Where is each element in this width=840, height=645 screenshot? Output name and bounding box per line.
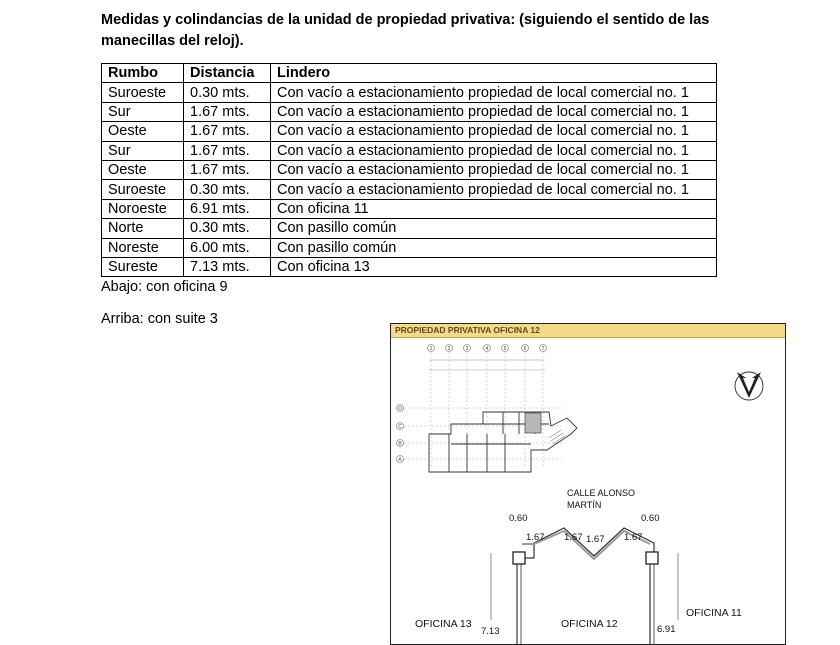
cell-distancia: 0.30 mts. bbox=[184, 219, 271, 238]
page-heading: Medidas y colindancias de la unidad de propiedad privativa: (siguiendo el sentido de las manecillas del reloj). bbox=[101, 12, 710, 49]
cell-rumbo: Sur bbox=[102, 141, 184, 160]
dim-seg3: 1.67 bbox=[586, 534, 605, 545]
cell-lindero: Con oficina 13 bbox=[271, 257, 717, 276]
cell-lindero: Con vacío a estacionamiento propiedad de local comercial no. 1 bbox=[271, 102, 717, 121]
grid-number: 6 bbox=[523, 346, 527, 352]
table-row bbox=[102, 160, 717, 179]
label-oficina-11: OFICINA 11 bbox=[686, 607, 742, 619]
cell-distancia: 0.30 mts. bbox=[184, 180, 271, 199]
grid-letter: D bbox=[398, 406, 402, 412]
table-row bbox=[102, 257, 717, 276]
dim-left-top: 0.60 bbox=[509, 513, 528, 524]
plan-title: PROPIEDAD PRIVATIVA OFICINA 12 bbox=[391, 324, 785, 338]
cell-rumbo: Oeste bbox=[102, 160, 184, 179]
cell-lindero: Con vacío a estacionamiento propiedad de local comercial no. 1 bbox=[271, 83, 717, 102]
stairs bbox=[549, 430, 565, 444]
grid-number: 4 bbox=[485, 346, 489, 352]
cell-distancia: 0.30 mts. bbox=[184, 83, 271, 102]
header-lindero: Lindero bbox=[271, 64, 717, 83]
north-arrow-icon bbox=[735, 372, 763, 400]
cell-lindero: Con vacío a estacionamiento propiedad de local comercial no. 1 bbox=[271, 160, 717, 179]
cell-distancia: 1.67 mts. bbox=[184, 122, 271, 141]
table-header-row bbox=[102, 64, 717, 83]
header-rumbo: Rumbo bbox=[102, 64, 184, 83]
cell-lindero: Con pasillo común bbox=[271, 238, 717, 257]
grid-column-marker bbox=[484, 345, 491, 353]
grid-row-marker bbox=[397, 405, 404, 413]
cell-distancia: 1.67 mts. bbox=[184, 160, 271, 179]
grid-letter: C bbox=[398, 424, 402, 430]
cell-rumbo: Noroeste bbox=[102, 199, 184, 218]
grid-column-marker bbox=[540, 345, 547, 353]
grid-letter: B bbox=[398, 441, 402, 447]
grid-number: 3 bbox=[465, 346, 469, 352]
grid-number: 1 bbox=[429, 346, 433, 352]
cell-rumbo: Noreste bbox=[102, 238, 184, 257]
above-note: Arriba: con suite 3 bbox=[101, 311, 218, 327]
table-row bbox=[102, 199, 717, 218]
cell-distancia: 6.00 mts. bbox=[184, 238, 271, 257]
dim-right-top: 0.60 bbox=[641, 513, 660, 524]
cell-lindero: Con oficina 11 bbox=[271, 199, 717, 218]
floor-plan-drawing bbox=[391, 338, 785, 645]
cell-lindero: Con vacío a estacionamiento propiedad de local comercial no. 1 bbox=[271, 141, 717, 160]
grid-column-marker bbox=[428, 345, 435, 353]
cell-rumbo: Sureste bbox=[102, 257, 184, 276]
grid-column-marker bbox=[502, 345, 509, 353]
floor-plan-figure bbox=[390, 323, 786, 645]
cell-rumbo: Suroeste bbox=[102, 83, 184, 102]
dim-seg4: 1.67 bbox=[624, 532, 643, 543]
street-label-2: MARTÍN bbox=[567, 500, 602, 510]
cell-distancia: 6.91 mts. bbox=[184, 199, 271, 218]
label-oficina-13: OFICINA 13 bbox=[415, 618, 472, 630]
table-row bbox=[102, 238, 717, 257]
grid-row-marker bbox=[397, 456, 404, 464]
grid-number: 5 bbox=[503, 346, 507, 352]
grid-row-marker bbox=[397, 423, 404, 431]
boundaries-table bbox=[101, 63, 717, 277]
table-row bbox=[102, 83, 717, 102]
below-note: Abajo: con oficina 9 bbox=[101, 279, 228, 295]
dim-seg1: 1.67 bbox=[526, 532, 545, 543]
table-row bbox=[102, 122, 717, 141]
header-distancia: Distancia bbox=[184, 64, 271, 83]
cell-lindero: Con vacío a estacionamiento propiedad de local comercial no. 1 bbox=[271, 122, 717, 141]
cell-lindero: Con vacío a estacionamiento propiedad de local comercial no. 1 bbox=[271, 180, 717, 199]
grid-column-marker bbox=[446, 345, 453, 353]
cell-rumbo: Norte bbox=[102, 219, 184, 238]
grid-number: 2 bbox=[447, 346, 451, 352]
dim-seg2: 1.67 bbox=[564, 532, 583, 543]
cell-distancia: 1.67 mts. bbox=[184, 102, 271, 121]
cell-distancia: 1.67 mts. bbox=[184, 141, 271, 160]
table-row bbox=[102, 219, 717, 238]
grid-column-marker bbox=[464, 345, 471, 353]
grid-row-marker bbox=[397, 440, 404, 448]
cell-lindero: Con pasillo común bbox=[271, 219, 717, 238]
building-outline bbox=[429, 412, 577, 472]
grid-number: 7 bbox=[541, 346, 545, 352]
grid-letter: A bbox=[398, 457, 402, 463]
dim-left-side: 7.13 bbox=[481, 626, 500, 637]
dim-right-side: 6.91 bbox=[657, 624, 676, 635]
highlighted-unit bbox=[525, 413, 541, 433]
label-oficina-12: OFICINA 12 bbox=[561, 618, 618, 630]
cell-rumbo: Oeste bbox=[102, 122, 184, 141]
grid-column-marker bbox=[522, 345, 529, 353]
street-label-1: CALLE ALONSO bbox=[567, 488, 636, 498]
table-row bbox=[102, 180, 717, 199]
grid-lines bbox=[404, 352, 561, 468]
cell-distancia: 7.13 mts. bbox=[184, 257, 271, 276]
table-row bbox=[102, 102, 717, 121]
cell-rumbo: Suroeste bbox=[102, 180, 184, 199]
cell-rumbo: Sur bbox=[102, 102, 184, 121]
table-row bbox=[102, 141, 717, 160]
